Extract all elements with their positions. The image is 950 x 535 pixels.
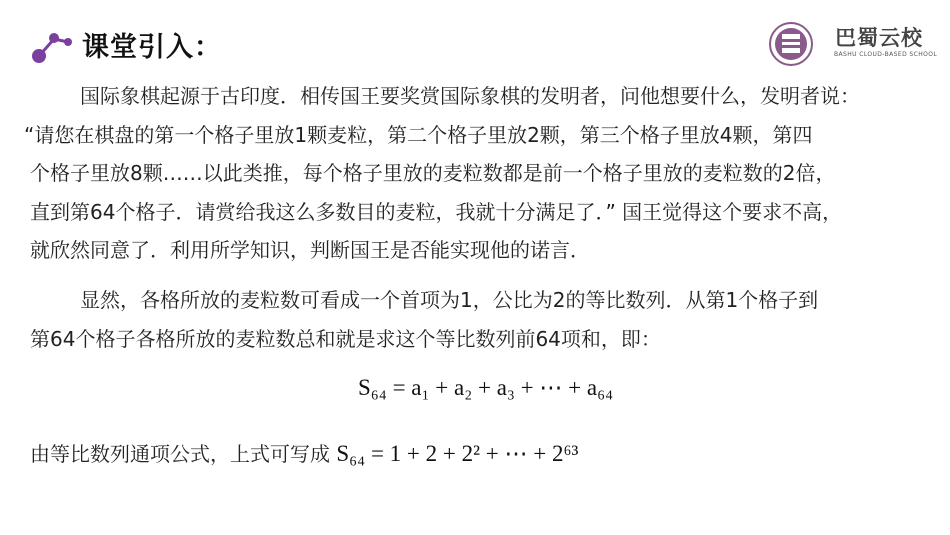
rewrite-statement <box>30 438 578 467</box>
story-line-4: 直到第64个格子．请赏给我这么多数目的麦粒，我就十分满足了．” 国王觉得这个要求不高， <box>30 199 843 224</box>
page-title: 课堂引入： <box>82 32 222 63</box>
analysis-line-1: 显然，各格所放的麦粒数可看成一个首项为1，公比为2的等比数列．从第1个格子到 <box>80 288 819 312</box>
story-line-1: 国际象棋起源于古印度．相传国王要奖赏国际象棋的发明者，问他想要什么，发明者说： <box>80 84 860 108</box>
rewrite-formula: S₆₄ = 1 + 2 + 2² + ⋯ + 2⁶³ <box>336 441 579 466</box>
network-node-icon <box>30 26 74 66</box>
rewrite-text: 由等比数列通项公式，上式可写成 <box>30 442 330 466</box>
story-line-5: 就欣然同意了．利用所学知识，判断国王是否能实现他的诺言． <box>30 238 590 262</box>
logo-name-cn: 巴蜀云校 <box>835 25 923 50</box>
story-paragraph <box>24 77 940 270</box>
story-line-2: “请您在棋盘的第一个格子里放1颗麦粒，第二个格子里放2颗，第三个格子里放4颗，第四 <box>24 122 813 147</box>
logo-name-en: BASHU CLOUD-BASED SCHOOL <box>834 51 938 58</box>
analysis-line-2: 第64个格子各格所放的麦粒数总和就是求这个等比数列前64项和，即： <box>30 326 661 351</box>
sum-formula: S₆₄ = a₁ + a₂ + a₃ + ⋯ + a₆₄ <box>358 375 614 400</box>
story-line-3: 个格子里放8颗……以此类推，每个格子里放的麦粒数都是前一个格子里放的麦粒数的2倍， <box>30 161 836 185</box>
analysis-paragraph <box>30 281 940 358</box>
